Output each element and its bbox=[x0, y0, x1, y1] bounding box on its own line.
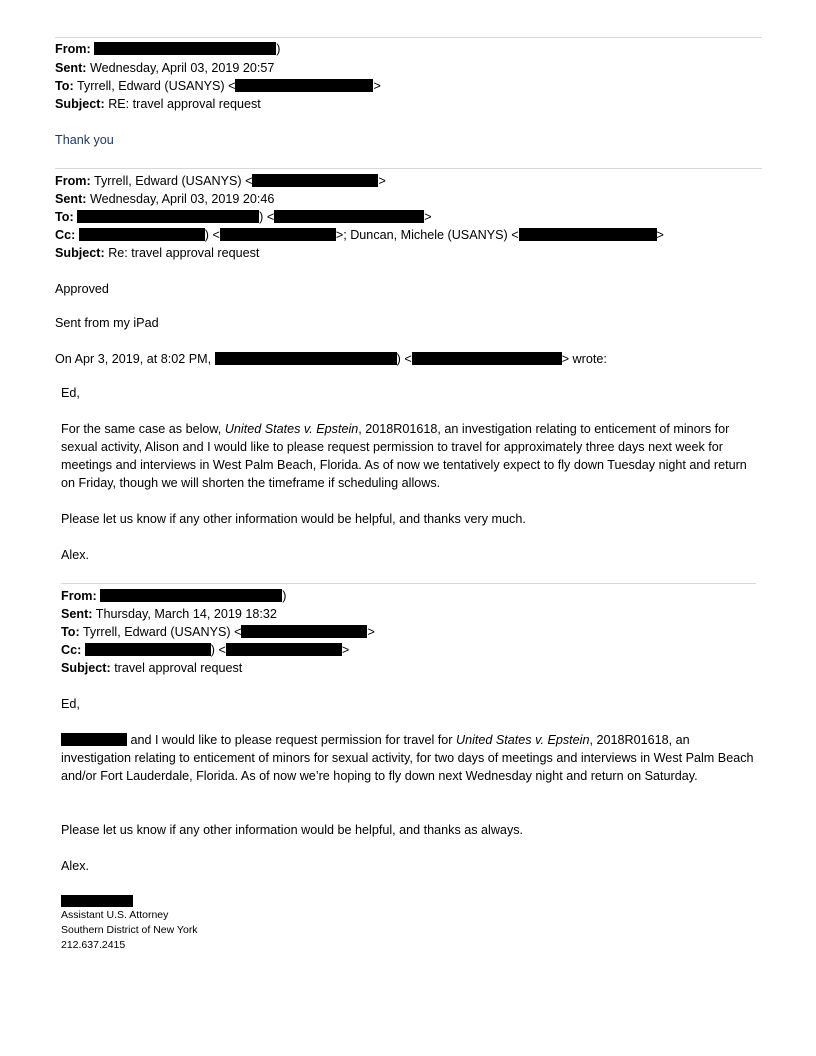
email3-signoff: Alex. bbox=[61, 859, 89, 873]
to-label: To: bbox=[55, 210, 74, 224]
quote-attribution bbox=[55, 351, 607, 367]
email3-from-line bbox=[61, 588, 286, 604]
email2-sent-line bbox=[55, 191, 274, 207]
cc-tail: > bbox=[341, 643, 350, 657]
signature-phone: 212.637.2415 bbox=[61, 939, 126, 951]
email2-body-approved: Approved bbox=[55, 282, 109, 296]
signature-name-redaction bbox=[61, 895, 133, 907]
redaction-box bbox=[100, 589, 282, 602]
email3-closing-paragraph: Please let us know if any other information would be helpful, and thanks as always. bbox=[61, 823, 524, 837]
signature-title: Assistant U.S. Attorney bbox=[61, 909, 169, 921]
sent-value: Wednesday, April 03, 2019 20:57 bbox=[89, 61, 275, 75]
email3-greeting: Ed, bbox=[61, 697, 80, 711]
redaction-box bbox=[235, 79, 373, 92]
email3-to-line bbox=[61, 624, 375, 640]
to-tail: > bbox=[373, 79, 381, 93]
quoted-text: For the same case as below, bbox=[61, 422, 225, 436]
to-mid: ) < bbox=[259, 210, 275, 224]
subject-label: Subject: bbox=[55, 246, 105, 260]
signature-office: Southern District of New York bbox=[61, 924, 198, 936]
cc-label: Cc: bbox=[55, 228, 76, 242]
email2-to-line bbox=[55, 209, 432, 225]
to-label: To: bbox=[61, 625, 80, 639]
redaction-box bbox=[274, 210, 424, 223]
sent-value: Thursday, March 14, 2019 18:32 bbox=[95, 607, 277, 621]
subject-value: travel approval request bbox=[114, 661, 243, 675]
email3-text: and I would like to please request permission for travel for bbox=[127, 733, 456, 747]
email2-from-line bbox=[55, 173, 386, 189]
email1-body: Thank you bbox=[55, 133, 114, 147]
redaction-box bbox=[412, 352, 562, 365]
email2-body-signature: Sent from my iPad bbox=[55, 316, 159, 330]
cc-mid2: >; Duncan, Michele (USANYS) < bbox=[335, 228, 519, 242]
email3-sent-line bbox=[61, 606, 277, 622]
to-label: To: bbox=[55, 79, 74, 93]
sent-label: Sent: bbox=[55, 61, 87, 75]
quoted-closing-paragraph: Please let us know if any other information would be helpful, and thanks very much. bbox=[61, 512, 526, 526]
subject-label: Subject: bbox=[55, 97, 105, 111]
quote-tail: > wrote: bbox=[561, 352, 607, 366]
email2-cc-line bbox=[55, 227, 664, 243]
from-tail: > bbox=[378, 174, 386, 188]
email3-paragraph bbox=[61, 731, 761, 785]
quoted-paragraph bbox=[61, 420, 761, 492]
redaction-box bbox=[77, 210, 259, 223]
case-name: United States v. Epstein bbox=[456, 733, 590, 747]
subject-value: Re: travel approval request bbox=[108, 246, 260, 260]
separator-rule bbox=[61, 583, 756, 584]
to-tail: > bbox=[367, 625, 375, 639]
from-label: From: bbox=[55, 174, 91, 188]
redaction-box bbox=[220, 228, 336, 241]
redaction-box bbox=[252, 174, 378, 187]
email1-sent-line bbox=[55, 60, 274, 76]
email3-subject-line bbox=[61, 660, 242, 676]
to-name: Tyrrell, Edward (USANYS) < bbox=[76, 79, 236, 93]
email1-from-line bbox=[55, 41, 280, 57]
from-tail: ) bbox=[282, 589, 287, 603]
subject-value: RE: travel approval request bbox=[108, 97, 261, 111]
subject-label: Subject: bbox=[61, 661, 111, 675]
email1-to-line bbox=[55, 78, 381, 94]
cc-mid: ) < bbox=[204, 228, 220, 242]
redaction-box bbox=[85, 643, 211, 656]
sent-label: Sent: bbox=[61, 607, 93, 621]
redaction-box bbox=[519, 228, 657, 241]
redaction-box bbox=[94, 42, 276, 55]
sent-value: Wednesday, April 03, 2019 20:46 bbox=[89, 192, 275, 206]
quote-pre: On Apr 3, 2019, at 8:02 PM, bbox=[55, 352, 212, 366]
cc-tail: > bbox=[656, 228, 664, 242]
from-label: From: bbox=[61, 589, 97, 603]
to-tail: > bbox=[424, 210, 432, 224]
quote-mid: ) < bbox=[396, 352, 412, 366]
to-name: Tyrrell, Edward (USANYS) < bbox=[82, 625, 242, 639]
redaction-box bbox=[79, 228, 205, 241]
sent-label: Sent: bbox=[55, 192, 87, 206]
email3-cc-line bbox=[61, 642, 349, 658]
email2-subject-line bbox=[55, 245, 259, 261]
from-tail: ) bbox=[276, 42, 281, 56]
case-name: United States v. Epstein bbox=[224, 422, 359, 436]
cc-mid: ) < bbox=[210, 643, 226, 657]
email3-text: , 2018R01618, an investigation relating to enticement of minors for sexual activity, for two days of meetings and interviews in West Palm Beach and/or Fort Lauderdale, Florida. As of now we’re hoping to fly down next Wednesday night and return on Saturday. bbox=[61, 733, 754, 783]
quoted-text: , 2018R01618, an investigation relating to enticement of minors for sexual activity, Alison and I would like to please request permission to travel for approximately three days next week for meetings and interviews in West Palm Beach, Florida. As of now we tentatively expect to fly down Tuesday night and return on Friday, though we will shorten the timeframe if scheduling allows. bbox=[61, 422, 747, 490]
separator-rule bbox=[55, 168, 762, 169]
from-label: From: bbox=[55, 42, 91, 56]
redaction-box bbox=[61, 733, 127, 746]
quoted-greeting: Ed, bbox=[61, 386, 80, 400]
cc-label: Cc: bbox=[61, 643, 82, 657]
email1-subject-line bbox=[55, 96, 261, 112]
redaction-box bbox=[215, 352, 397, 365]
separator-rule bbox=[55, 37, 762, 38]
redaction-box bbox=[241, 625, 367, 638]
from-name: Tyrrell, Edward (USANYS) < bbox=[93, 174, 253, 188]
quoted-signoff: Alex. bbox=[61, 548, 89, 562]
redaction-box bbox=[226, 643, 342, 656]
